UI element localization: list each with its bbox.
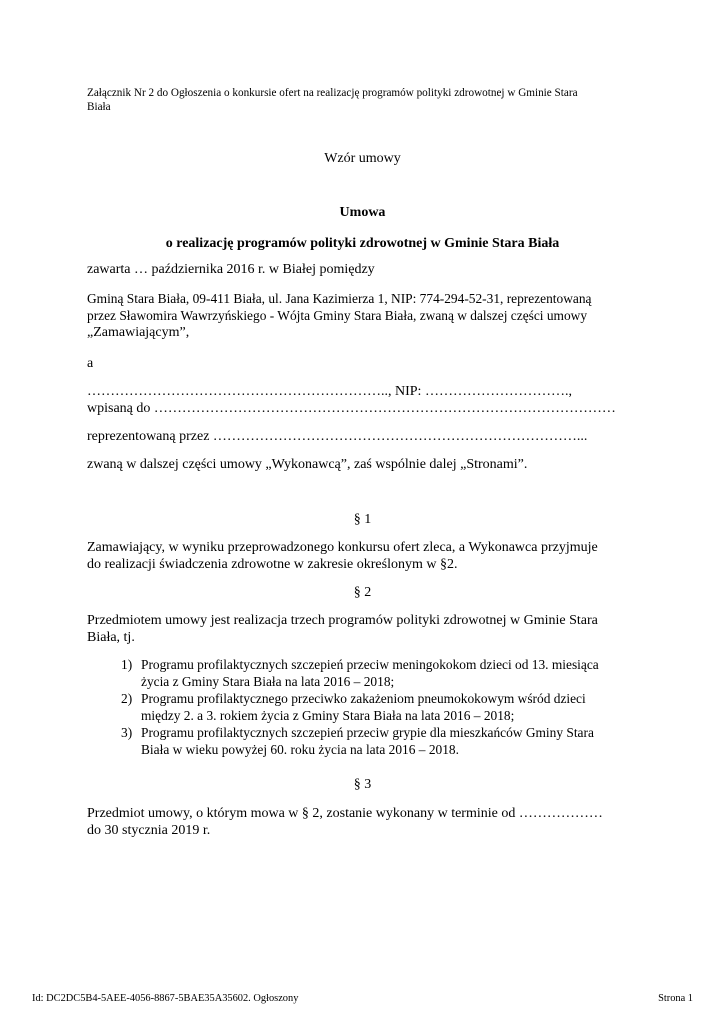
- list-item-number: 1): [121, 657, 133, 672]
- party2-line2: wpisaną do ………………………………………………………………………………………: [87, 401, 616, 416]
- template-title: Wzór umowy: [324, 151, 401, 166]
- represented-line: reprezentowaną przez ……………………………………………………………………...: [87, 429, 588, 444]
- list-item-number: 2): [121, 691, 133, 706]
- list-item: [121, 691, 586, 707]
- list-item: [121, 657, 599, 673]
- section2-line1: Przedmiotem umowy jest realizacja trzech programów polityki zdrowotnej w Gminie Stara: [87, 613, 598, 628]
- list-item-text: Programu profilaktycznych szczepień przeciw meningokokom dzieci od 13. miesiąca: [141, 657, 599, 672]
- list-item-text: Programu profilaktycznego przeciwko zakażeniom pneumokokowym wśród dzieci: [141, 691, 586, 706]
- concluded-line: zawarta … października 2016 r. w Białej pomiędzy: [87, 262, 375, 277]
- list-item-continuation: Biała w wieku powyżej 60. roku życia na lata 2016 – 2018.: [141, 742, 459, 757]
- section1-line1: Zamawiający, w wyniku przeprowadzonego konkursu ofert zleca, a Wykonawca przyjmuje: [87, 540, 598, 555]
- section3-line2: do 30 stycznia 2019 r.: [87, 823, 211, 838]
- list-item-continuation: między 2. a 3. rokiem życia z Gminy Stara Biała na lata 2016 – 2018;: [141, 708, 515, 723]
- section2-heading: § 2: [353, 585, 372, 600]
- footer-document-id: Id: DC2DC5B4-5AEE-4056-8867-5BAE35A35602. Ogłoszony: [32, 993, 299, 1004]
- attachment-note-line1: Załącznik Nr 2 do Ogłoszenia o konkursie ofert na realizację programów polityki zdrowotnej w Gminie Stara: [87, 87, 578, 99]
- called-line: zwaną w dalszej części umowy „Wykonawcą”, zaś wspólnie dalej „Stronami”.: [87, 457, 528, 472]
- section2-line2: Biała, tj.: [87, 630, 135, 645]
- document-subtitle: o realizację programów polityki zdrowotnej w Gminie Stara Biała: [165, 236, 560, 251]
- party2-line1: ……………………………………………………….., NIP: ………………………….,: [87, 384, 572, 399]
- section3-heading: § 3: [353, 777, 372, 792]
- list-item-continuation: życia z Gminy Stara Biała na lata 2016 – 2018;: [141, 674, 395, 689]
- party1-line3: „Zamawiającym”,: [87, 325, 190, 340]
- footer-page-number: Strona 1: [658, 993, 693, 1004]
- attachment-note-line2: Biała: [87, 101, 111, 113]
- section3-line1: Przedmiot umowy, o którym mowa w § 2, zostanie wykonany w terminie od ………………: [87, 806, 603, 821]
- section1-heading: § 1: [353, 512, 372, 527]
- section1-line2: do realizacji świadczenia zdrowotne w zakresie określonym w §2.: [87, 557, 458, 572]
- document-title: Umowa: [339, 205, 386, 220]
- party1-line2: przez Sławomira Wawrzyńskiego - Wójta Gminy Stara Biała, zwaną w dalszej części umowy: [87, 308, 588, 323]
- and-word: a: [87, 356, 94, 371]
- list-item-number: 3): [121, 725, 133, 740]
- list-item-text: Programu profilaktycznych szczepień przeciw grypie dla mieszkańców Gminy Stara: [141, 725, 594, 740]
- party1-line1: Gminą Stara Biała, 09-411 Biała, ul. Jana Kazimierza 1, NIP: 774-294-52-31, reprezentowaną: [87, 291, 592, 306]
- list-item: [121, 725, 594, 741]
